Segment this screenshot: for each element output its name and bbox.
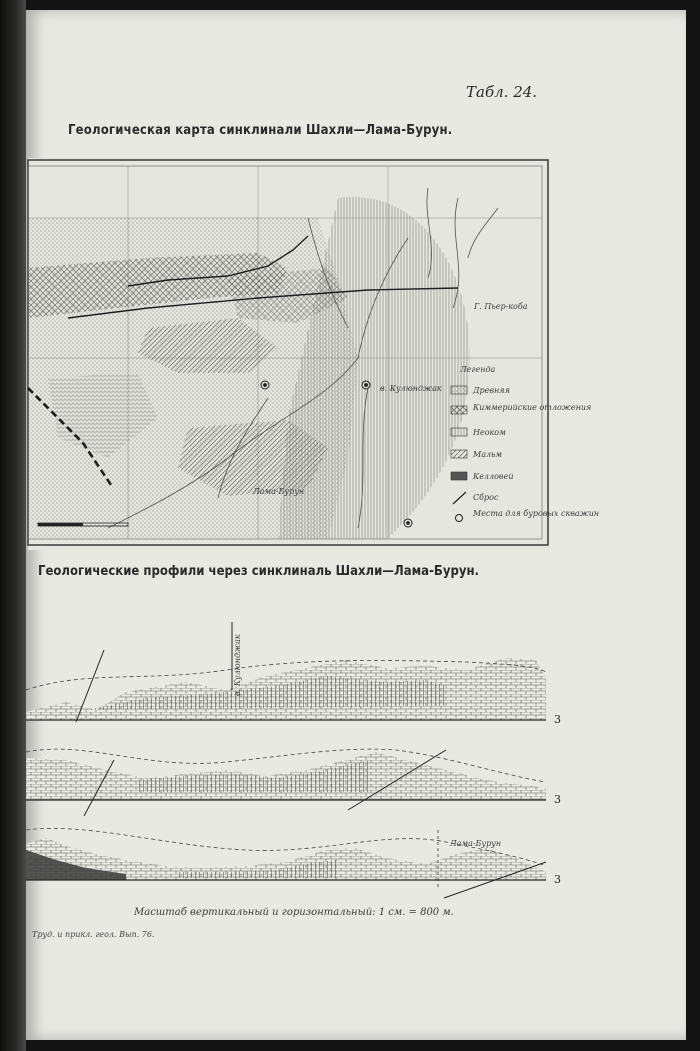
profile-1 — [26, 622, 561, 726]
legend-label: Места для буровых скважин — [473, 509, 600, 518]
scale-caption: Масштаб вертикальный и горизонтальный: 1 см. = 800 м. — [134, 907, 454, 918]
book-spine-shadow — [0, 0, 26, 1051]
legend-label: Неоком — [473, 428, 506, 437]
well-label: в. Кулюнджак — [233, 634, 242, 696]
legend-swatch — [451, 406, 467, 414]
legend-label: Древняя — [473, 386, 510, 395]
legend-swatch — [451, 428, 467, 436]
geological-map — [28, 158, 600, 550]
legend-label: Мальм — [473, 450, 503, 459]
profiles-title: Геологические профили через синклиналь Шахли—Лама-Бурун. — [38, 564, 480, 579]
legend-title: Легенда — [460, 365, 496, 374]
map-title: Геологическая карта синклинали Шахли—Лама-Бурун. — [68, 123, 453, 138]
plate-number: Табл. 24. — [466, 83, 538, 101]
map-place-label: Г. Пьер-коба — [474, 302, 528, 311]
profile-row-label: 3 — [554, 873, 561, 886]
footnote: Труд. и прикл. геол. Вып. 76. — [32, 930, 155, 939]
legend-swatch — [451, 472, 467, 480]
profile-3 — [26, 828, 561, 898]
map-place-label: Лама-Бурун — [253, 487, 305, 496]
profile-row-label: 3 — [554, 713, 561, 726]
legend-label: Келловей — [473, 472, 514, 481]
legend-label: Сброс — [473, 493, 499, 502]
profile-row-label: 3 — [554, 793, 561, 806]
map-place-label: в. Кулюнджак — [380, 384, 442, 393]
legend-label: Киммерийские отложения — [473, 403, 592, 412]
document-page — [26, 10, 686, 1040]
geological-profiles — [26, 610, 586, 910]
legend-swatch — [451, 386, 467, 394]
profile-place-label: Лама-Бурун — [450, 839, 502, 848]
profile-2 — [26, 749, 561, 816]
legend-swatch — [451, 450, 467, 458]
